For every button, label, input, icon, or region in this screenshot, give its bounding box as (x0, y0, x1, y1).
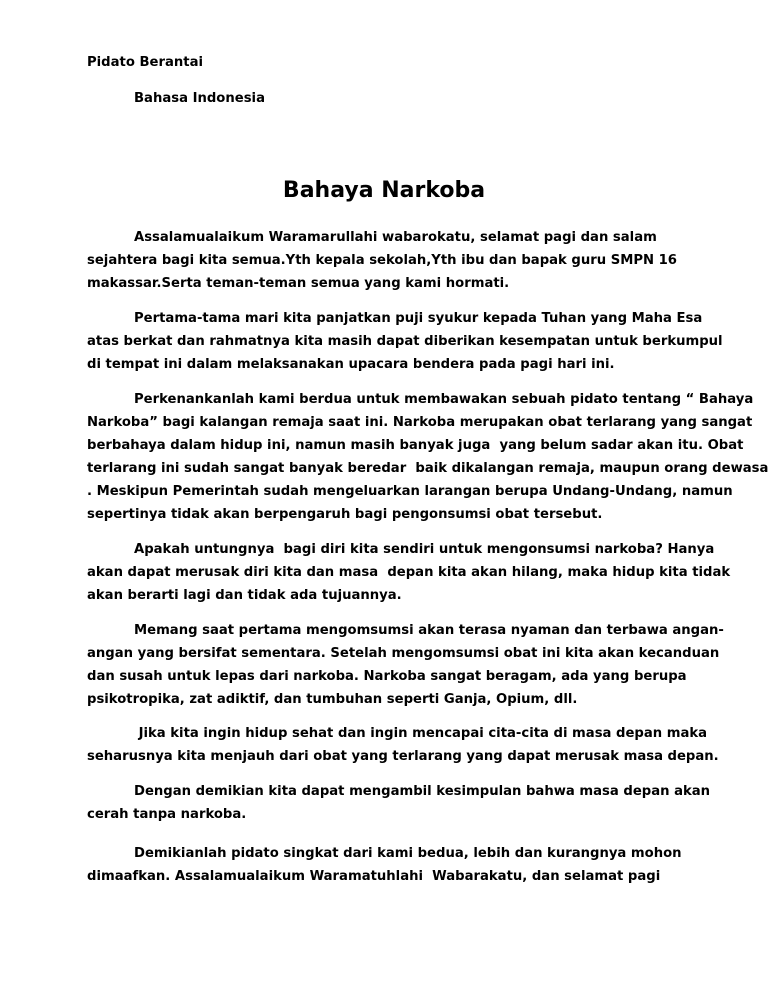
header-label: Pidato Berantai (87, 55, 203, 70)
paragraph-line: Demikianlah pidato singkat dari kami bedua, lebih dan kurangnya mohon (134, 846, 682, 861)
paragraph-line: dan susah untuk lepas dari narkoba. Narkoba sangat beragam, ada yang berupa (87, 669, 687, 684)
paragraph-line: Memang saat pertama mengomsumsi akan terasa nyaman dan terbawa angan- (134, 623, 724, 638)
subject-label: Bahasa Indonesia (134, 91, 265, 106)
paragraph-line: akan berarti lagi dan tidak ada tujuannya. (87, 588, 402, 603)
paragraph-line: di tempat ini dalam melaksanakan upacara bendera pada pagi hari ini. (87, 357, 615, 372)
paragraph-line: Perkenankanlah kami berdua untuk membawakan sebuah pidato tentang “ Bahaya (134, 392, 754, 407)
paragraph-line: Narkoba” bagi kalangan remaja saat ini. Narkoba merupakan obat terlarang yang sangat (87, 415, 753, 430)
paragraph-line: . Meskipun Pemerintah sudah mengeluarkan larangan berupa Undang-Undang, namun (87, 484, 733, 499)
paragraph-line: seharusnya kita menjauh dari obat yang terlarang yang dapat merusak masa depan. (87, 749, 719, 764)
paragraph-line: Jika kita ingin hidup sehat dan ingin mencapai cita-cita di masa depan maka (134, 726, 708, 741)
paragraph-line: dimaafkan. Assalamualaikum Waramatuhlahi Wabarakatu, dan selamat pagi (87, 869, 661, 884)
paragraph-line: sejahtera bagi kita semua.Yth kepala sekolah,Yth ibu dan bapak guru SMPN 16 (87, 253, 677, 268)
paragraph-line: akan dapat merusak diri kita dan masa depan kita akan hilang, maka hidup kita tidak (87, 565, 731, 580)
paragraph-line: Pertama-tama mari kita panjatkan puji syukur kepada Tuhan yang Maha Esa (134, 311, 703, 326)
paragraph-line: Assalamualaikum Waramarullahi wabarokatu, selamat pagi dan salam (134, 230, 657, 245)
paragraph-line: makassar.Serta teman-teman semua yang kami hormati. (87, 276, 510, 291)
paragraph-line: atas berkat dan rahmatnya kita masih dapat diberikan kesempatan untuk berkumpul (87, 334, 723, 349)
paragraph-line: terlarang ini sudah sangat banyak beredar baik dikalangan remaja, maupun orang dewasa (87, 461, 768, 476)
paragraph-line: Dengan demikian kita dapat mengambil kesimpulan bahwa masa depan akan (134, 784, 711, 799)
paragraph-line: Apakah untungnya bagi diri kita sendiri untuk mengonsumsi narkoba? Hanya (134, 542, 715, 557)
paragraph-line: angan yang bersifat sementara. Setelah mengomsumsi obat ini kita akan kecanduan (87, 646, 720, 661)
paragraph-line: psikotropika, zat adiktif, dan tumbuhan seperti Ganja, Opium, dll. (87, 692, 578, 707)
paragraph-line: cerah tanpa narkoba. (87, 807, 247, 822)
paragraph-line: berbahaya dalam hidup ini, namun masih banyak juga yang belum sadar akan itu. Obat (87, 438, 744, 453)
document-title: Bahaya Narkoba (282, 178, 486, 203)
paragraph-line: sepertinya tidak akan berpengaruh bagi pengonsumsi obat tersebut. (87, 507, 603, 522)
